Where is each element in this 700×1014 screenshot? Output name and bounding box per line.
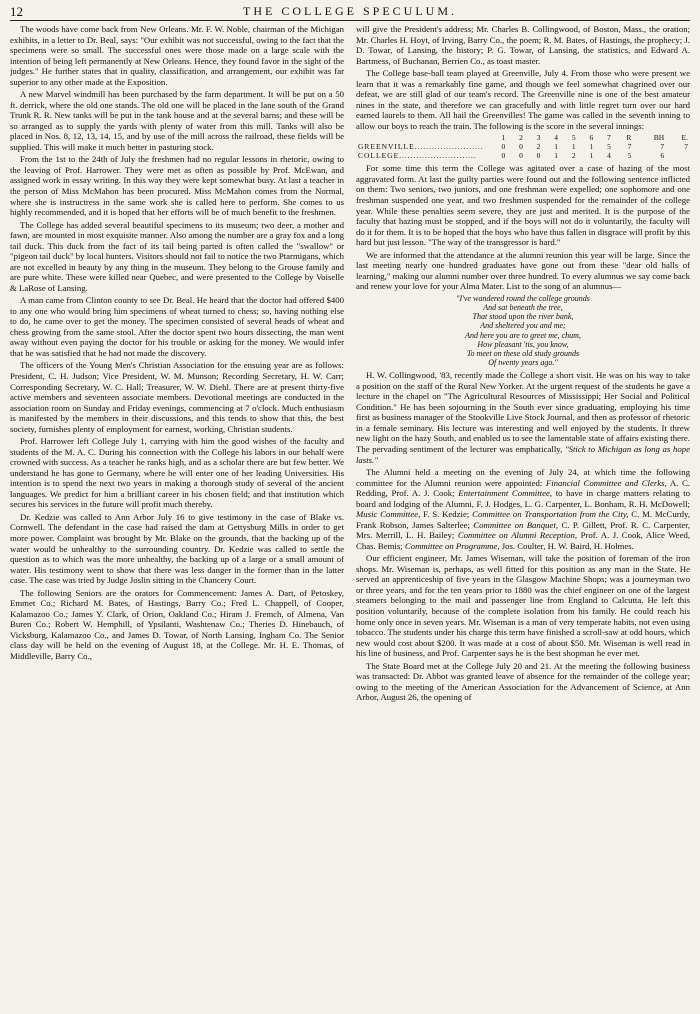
score-header-cell: 6 bbox=[589, 133, 594, 143]
paragraph-windmill: A new Marvel windmill has been purchased by the farm department. It will be put on a 50 ft. derrick, where the old one stands. The old one will be placed in the lane south of the Grand Trunk R. R. New tanks will be put in the tank house and at the several barns; and these will be so arranged as to supply the yards with plenty of water from this mill. Tanks will also be placed in Nos. 8, 12, 13, 14, 15, and by use of the mill across the railroad, these fields will be supplied. This will make it much better in pasturing stock. bbox=[10, 89, 344, 152]
committee-title: Financial Committee and Clerks, bbox=[545, 477, 667, 488]
poem-line: And here you are to greet me, chum, bbox=[465, 330, 581, 340]
committee-title: Committee on Transportation from the City, bbox=[472, 509, 629, 520]
committee-members: C. M. McCurdy, Frank Robson, James Salterlee; bbox=[356, 509, 690, 530]
paragraph-class-day: will give the President's address; Mr. Charles B. Collingwood, of Boston, Mass., the oration; Mr. Charles H. Hoyt, of Irving, Barry Co., the poem; R. M. Bates, of Hastings, the prophecy; J. D. Towar, of Lansing, the history; P. G. Towar, of Lansing, the statistics, and Edward A. Bartmess, of Buchanan, Berrien Co., as toast master. bbox=[356, 24, 690, 66]
poem-line: "I've wandered round the college grounds bbox=[456, 293, 590, 303]
score-cell: 7 bbox=[660, 142, 665, 152]
committee-members: C. P. Gillett, Prof. R. C. Carpenter, Mrs. Merrill, L. H. Bailey; bbox=[356, 519, 690, 541]
score-header-cell: 1 bbox=[501, 133, 506, 143]
score-header-cell: BH bbox=[653, 133, 665, 143]
paragraph-clinton-county: A man came from Clinton county to see Dr. Beal. He heard that the doctor had offered $400 to any one who would bring him specimens of wheat turned to chess; so, having nothing else to do, he came over to get the money. The specimen consisted of several heads of wheat and chess growing from the same stool. After the doctor spent two hours dissecting, the man went away without even paying the doctor for his trouble or asking for the money. We would infer that he was satisfied that he had not made the discovery. bbox=[10, 295, 344, 358]
score-header-cell: 7 bbox=[607, 133, 611, 143]
page-number: 12 bbox=[10, 4, 23, 19]
score-header-cell: 4 bbox=[554, 133, 559, 143]
paragraph-baseball: The College base-ball team played at Greenville, July 4. From those who were present we learn that it was a remarkably fine game, and though we feel somewhat chagrined over our defeat, we are still glad of our team's record. The Greenville nine is one of the best amateur nines in the state, and therefore we can gracefully and with little regret turn over our hard earned laurels to them. All hail the Greenvilles! The game was called in the seventh inning to allow our boys to reach the train. The following is the score in the several innings: bbox=[356, 68, 690, 131]
committee-members: to have in charge matters relating to board and lodging of the Alumni, F. J. Hodges, L. G. Carpenter, L. Bonham, R. H. McDowell; bbox=[356, 488, 690, 509]
committee-title: Committee on Programme, bbox=[404, 540, 500, 551]
score-cell: 2 bbox=[571, 151, 576, 161]
paragraph-museum: The College has added several beautiful specimens to its museum; two deer, a mother and fawn, are mounted in most exquisite manner. Also among the number are a gray fox and a long tail duck. This duck from the fact of its tail being parted is often called the "swallow" or "pigeon tail duck" by local hunters. Visitors should not fail to notice the two Ptarmigans, which are not excelled in beauty by any thing in the museum. They belong to the Grouse family and are pure white. These were killed near Quebec, and were presented to the College by Voiselle & LaRose of Lansing. bbox=[10, 219, 344, 293]
score-cell: 0 bbox=[501, 151, 506, 161]
header-rule bbox=[10, 20, 690, 21]
poem-line: How pleasant 'tis, you know, bbox=[477, 339, 569, 349]
paragraph-harrower: Prof. Harrower left College July 1, carrying with him the good wishes of the faculty and students of the M. A. C. During his connection with the College his labors in our behalf were crowned with success. As a teacher he ranks high, and as a scholar there are but few better. We understand he has gone to Germany, where he will enter one of her leading Universities. His intention is to spend the next two years in making a thorough study of several of the ancient languages. We predict for him a brilliant career in his chosen field; and that institution which secures his services in the future will profit much thereby. bbox=[10, 436, 344, 510]
right-column bbox=[356, 24, 690, 1014]
committee-title: Music Committee, bbox=[356, 509, 421, 520]
score-cell: 7 bbox=[684, 142, 688, 152]
score-cell: 0 bbox=[536, 151, 541, 161]
score-cell: 1 bbox=[554, 151, 559, 161]
score-cell: 2 bbox=[536, 142, 541, 152]
committee-members: A. C. Redding, Prof. A. J. Cook; bbox=[356, 477, 690, 499]
team-name: COLLEGE........................... bbox=[358, 151, 477, 161]
poem-line: And sat beneath the tree, bbox=[483, 302, 563, 312]
team-name: GREENVILLE........................ bbox=[358, 142, 484, 152]
score-header-row bbox=[356, 133, 690, 142]
committees-intro: The Alumni held a meeting on the evening of July 24, at which time the following committee for the Alumni reunion were appointed: bbox=[356, 467, 690, 488]
score-cell: 0 bbox=[519, 142, 523, 152]
score-cell: 6 bbox=[660, 151, 665, 161]
score-header-cell: 3 bbox=[536, 133, 541, 143]
score-cell: 4 bbox=[607, 151, 611, 161]
committee-title: Committee on Banquet, bbox=[473, 519, 559, 530]
baseball-score-table bbox=[356, 133, 690, 160]
page-header bbox=[10, 4, 690, 18]
score-cell: 0 bbox=[519, 151, 523, 161]
publication-title: THE COLLEGE SPECULUM. bbox=[243, 4, 457, 18]
committee-title: Committee on Alumni Reception, bbox=[457, 530, 578, 541]
score-cell bbox=[666, 151, 690, 160]
score-cell: 7 bbox=[627, 142, 632, 152]
paragraph-alumni-committees bbox=[356, 467, 690, 551]
paragraph-kedzie: Dr. Kedzie was called to Ann Arbor July 16 to give testimony in the case of Blake vs. Cornwell. The defendant in the case had raised the dam at Gettysburg Mills in order to get more power. Complaint was brought by Mr. Blake on the grounds, that the backing up of the water would be unhealthy to the surrounding country. Dr. Kedzie was called to settle the question as to which was the more unhealthy, the backing up of a large or a small amount of water. His testimony went to show that there was less danger in the former than in the latter case. The case was tried by Judge Joslin sitting in the Chancery Court. bbox=[10, 511, 344, 586]
collingwood-quote: "Stick to Michigan as long as hope lasts." bbox=[356, 444, 690, 465]
score-cell: 5 bbox=[627, 151, 632, 161]
committee-members: Prof. A. J. Cook, Alice Weed, Chas. Bemis; bbox=[356, 530, 690, 551]
paragraph-alumni-reunion: We are informed that the attendance at the alumni reunion this year will be large. Since the last meeting nearly one hundred graduates have gone out from these "dear old halls of learning," making our alumni number over three hundred. To every alumnus we say come back and renew your love for your Alma Mater. List to the song of an alumnus— bbox=[356, 249, 690, 292]
collingwood-text: H. W. Collingwood, '83, recently made the College a short visit. He was on his way to take a position on the staff of the Rural New Yorker. At the urgent request of the students he gave a lecture in the chapel on "The Agricultural Resources of Mississippi; Her Social and Political Condition." He has been sojourning in the South ever since graduating, employing his time first as business manager of the Stookville Live Stock Journal, and then as professor of rhetoric in a female seminary. His lecture was interesting and well enjoyed by the students. It threw new light on the hazy South, and enabled us to see the lamentable state of affairs existing there. The pervading sentiment of the lecturer was emphatically, bbox=[356, 370, 690, 454]
score-cell: 1 bbox=[554, 142, 559, 152]
left-column bbox=[10, 24, 344, 1014]
committee-members: F. S. Kedzie; bbox=[423, 509, 470, 520]
paragraph-hazing: For some time this term the College was agitated over a case of hazing of the most aggravated form. At last the guilty parties were found out and the following sentence inflicted on them: Two seniors, two juniors, and one freshman were expelled; one sophomore and one freshman suspended one year, and two freshmen suspended for the remainder of the college year. While these penalties seem severe, they are just and merited. It is the purpose of the faculty that hazing must be stopped, and if the boys will not do it voluntarily, the faculty will do it for them. It is to be hoped that the boys who have thus fallen in disgrace will profit by this hard but just lesson. "The way of the transgressor is hard." bbox=[356, 163, 690, 248]
paragraph-commencement: The following Seniors are the orators for Commencement: James A. Dart, of Petoskey, Emmet Co.; Richard M. Bates, of Hastings, Barry Co.; Fred L. Chappell, of Cooper, Kalamazoo Co.; James Y. Clark, of Orion, Oakland Co.; Hiram J. Fremch, of Almena, Van Buren Co.; Robert W. Hemphill, of Ypsilanti, Washtenaw Co.; Theries D. Hinebauch, of Vicksburg, Kalamazoo Co., and James D. Towar, of North Lansing, Ingham Co. The Senior class day will be held on the evening of August 18, at the College. Mr. H. E. Thomas, of Middleville, Barry Co., bbox=[10, 587, 344, 661]
score-header-cell: E. bbox=[681, 133, 688, 143]
poem-line: Of twenty years ago." bbox=[488, 358, 558, 368]
score-row-greenville bbox=[356, 142, 690, 151]
poem-line: And sheltered you and me; bbox=[480, 321, 566, 331]
score-header-cell: 2 bbox=[519, 133, 523, 143]
article-columns bbox=[10, 24, 690, 1014]
score-header-cell: R bbox=[626, 133, 632, 143]
paragraph-rhetoric: From the 1st to the 24th of July the freshmen had no regular lessons in rhetoric, owing to the leaving of Prof. Harrower. They were met as often as possible by Prof. McEwan, and assigned work in essay writing. In this way they were kept somewhat busy. At last a teacher in the person of Miss McMahon has been procured. Miss McMahon comes from the Normal, where she is instructress in the same work she is called here to perform. She comes to us highly recommended, and it is hoped that her efforts will be of much benefit to the freshmen. bbox=[10, 154, 344, 218]
score-cell: 0 bbox=[501, 142, 506, 152]
paragraph-ymca: The officers of the Young Men's Christian Association for the ensuing year are as follows: President, C. H. Judson; Vice President, W. M. Munson; Recording Secretary, H. W. Carr; Corresponding Secretary, W. C. Hall; Treasurer, W. W. Diehl. There are at present thirty-five active members and seventeen associate members. Devotional meetings are conducted in the association room on Sunday and Friday evenings, commencing at 7 o'clock. Much enthusiasm is manifested by the members in their discussions, and this tends to show that this, the best society, furnishes plenty of employment for earnest, working, Christian students. bbox=[10, 360, 344, 434]
poem-line: To meet on these old study grounds bbox=[466, 348, 580, 358]
poem-line: That stood upon the river bank, bbox=[472, 312, 574, 322]
score-header-cell: 5 bbox=[571, 133, 576, 143]
score-row-college bbox=[356, 151, 690, 160]
score-cell: 1 bbox=[589, 151, 594, 161]
committee-members: Jos. Coulter, H. W. Baird, H. Holmes. bbox=[501, 540, 634, 551]
committee-title: Entertainment Committee, bbox=[458, 488, 553, 499]
score-cell: 1 bbox=[589, 142, 594, 152]
paragraph-new-orleans-exhibit: The woods have come back from New Orleans. Mr. F. W. Noble, chairman of the Michigan exhibits, in a letter to Dr. Beal, says: "Our exhibit was not successful, owing to the fact that the specimens were so small. The successful ones were those made on a large scale with the intention of being left permanently at New Orleans. Hence, they found favor in the sight of the judges." He further states that in quality, classification, and arrangement, our exhibit was far superior to any other made at the Exposition. bbox=[10, 24, 344, 87]
paragraph-collingwood bbox=[356, 370, 690, 465]
score-cell: 5 bbox=[607, 142, 611, 152]
score-cell: 1 bbox=[571, 142, 576, 152]
paragraph-wiseman: Our efficient engineer, Mr. James Wiseman, will take the position of foreman of the iron shops. Mr. Wiseman is, perhaps, as well fitted for this position as any man in the State. He served an apprenticeship of five years in the Glasgow Machine Shops; was a journeyman two or three years, and for the ten years prior to 1880 was the chief engineer on one of the largest steamers belonging to the mail and passenger line from England to Calcutta. He left this position voluntarily, because of the complete isolation from his family. He could reach his home only once in seven years. Mr. Wiseman is a man of very temperate habits, not even using tobacco. The students under his charge this term have finished a scroll-saw at odd hours, which new would cost about $200. It was made at a cost of about $50. Mr. Wiseman is well read in his line of business, and Prof. Carpenter says he is the best shopman he ever met. bbox=[356, 553, 690, 659]
alumnus-poem bbox=[356, 294, 690, 368]
paragraph-state-board: The State Board met at the College July 20 and 21. At the meeting the following business was transacted: Dr. Abbot was granted leave of absence for the remainder of the college year; owing to the meeting of the American Association for the Advancement of Science, at Ann Arbor, August 26, the opening of bbox=[356, 660, 690, 703]
